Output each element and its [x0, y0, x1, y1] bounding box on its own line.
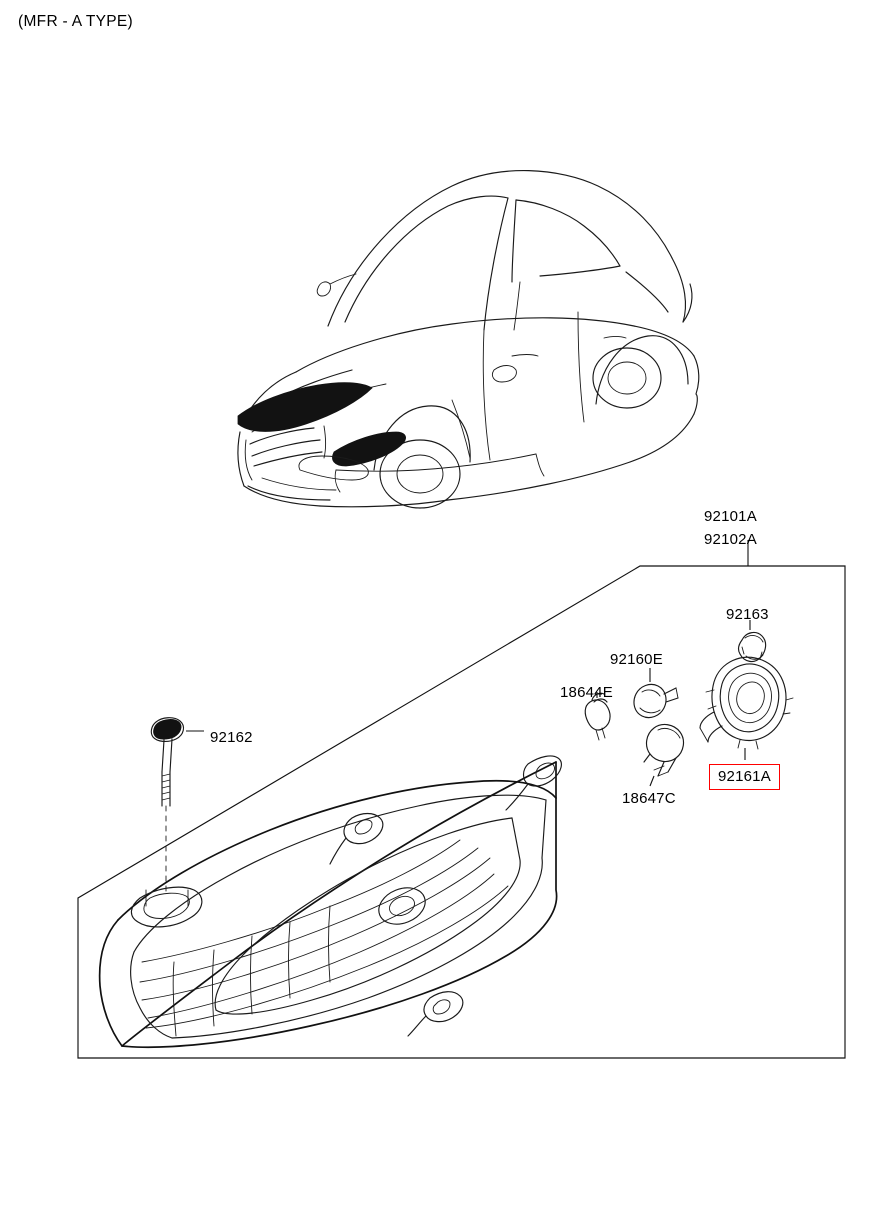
callout-18644e: 18644E [560, 684, 613, 701]
callout-18647c: 18647C [622, 790, 676, 807]
head-lamp-lens-assembly [100, 756, 562, 1047]
part-92160e-bulb-holder [634, 668, 678, 718]
callout-92102a: 92102A [704, 531, 757, 548]
part-92162-adjusting-screw [151, 718, 204, 892]
callout-92162: 92162 [210, 729, 253, 746]
callout-92161a: 92161A [709, 764, 780, 790]
part-18647c-bulb [644, 725, 683, 786]
callout-92160e: 92160E [610, 651, 663, 668]
callout-92163: 92163 [726, 606, 769, 623]
callout-92101a: 92101A [704, 508, 757, 525]
header-note: (MFR - A TYPE) [18, 13, 134, 30]
vehicle-illustration [238, 171, 699, 508]
part-92163-socket [739, 620, 766, 661]
leader-18647c [650, 776, 654, 786]
part-92161a-cover-cap [700, 647, 793, 760]
